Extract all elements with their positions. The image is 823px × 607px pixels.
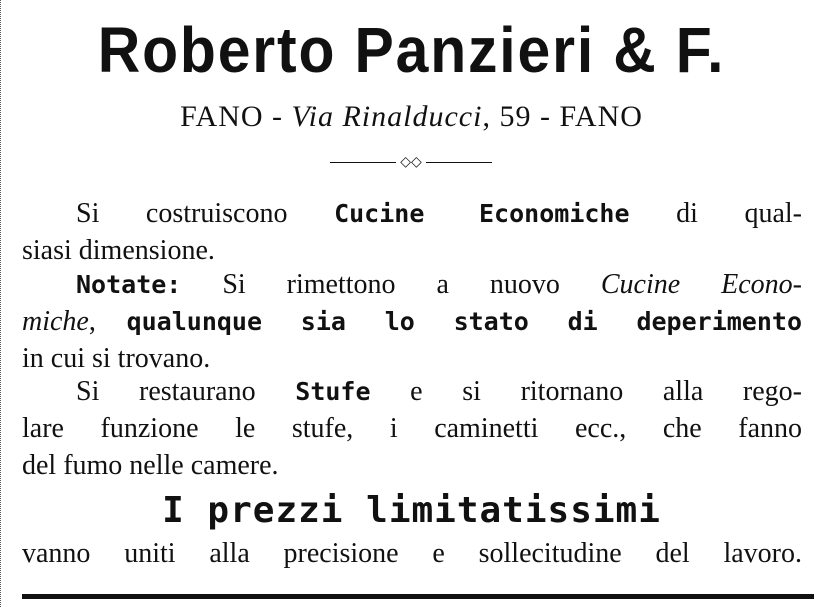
paragraph-3-line-1 (22, 373, 802, 410)
text-span: e si ritornano alla rego- (370, 376, 802, 407)
ornament-diamonds: ◇◇ (400, 155, 422, 170)
paragraph-2-line-1 (22, 266, 802, 303)
address-city-left: FANO - (180, 100, 292, 133)
text-span: Si rimettono a nuovo (181, 269, 601, 300)
paragraph-2-line-3: in cui si trovano. (22, 343, 211, 374)
address-street: Via Rinalducci (291, 100, 483, 133)
paragraph-3-line-3: del fumo nelle camere. (22, 450, 279, 481)
text-span: Si costruiscono (76, 198, 335, 229)
ornament-line-right (426, 162, 492, 163)
bold-notate: Notate: (76, 270, 182, 299)
bold-cucine-economiche: Cucine Economiche (334, 199, 630, 228)
text-span: di qual- (629, 198, 803, 229)
paragraph-2-line-2 (22, 303, 802, 340)
closing-line: vanno uniti alla precisione e sollecitudine del lavoro. (22, 538, 802, 569)
text-span: , (88, 306, 127, 337)
italic-cucine-economiche: Cucine Econo- (600, 269, 802, 300)
text-span: Si restaurano (76, 376, 296, 407)
bold-deperimento-phrase: qualunque sia lo stato di deperimento (126, 307, 803, 336)
paragraph-3-line-2: lare funzione le stufe, i caminetti ecc., che fanno (22, 413, 802, 444)
bold-stufe: Stufe (295, 377, 371, 406)
paragraph-1-line-2: siasi dimensione. (22, 235, 215, 266)
bottom-border-rule (22, 594, 814, 599)
paragraph-1-line-1 (22, 195, 802, 232)
prices-headline: I prezzi limitatissimi (162, 490, 661, 531)
company-title: Roberto Panzieri & F. (97, 14, 726, 86)
ornament-line-left (330, 162, 396, 163)
address-number: , 59 - FANO (482, 100, 643, 133)
italic-miche: miche (22, 306, 89, 337)
address-line (0, 97, 823, 137)
ornament-divider (330, 153, 492, 173)
